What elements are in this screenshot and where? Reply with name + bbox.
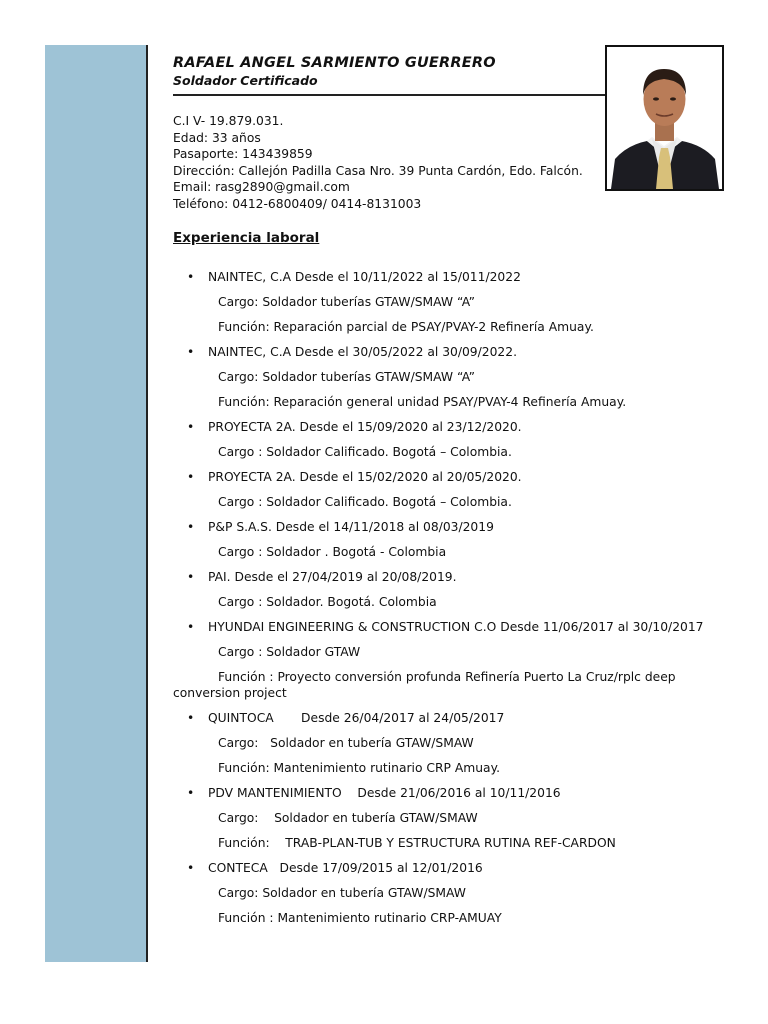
- entry-role: Cargo : Soldador. Bogotá. Colombia: [218, 595, 437, 609]
- bullet-icon: •: [187, 620, 195, 634]
- sidebar-color-band: [45, 45, 148, 962]
- profile-photo: [605, 45, 724, 191]
- personal-info: [173, 113, 583, 212]
- entry-heading: NAINTEC, C.A Desde el 10/11/2022 al 15/011/2022: [208, 270, 521, 284]
- entry-heading: PDV MANTENIMIENTO Desde 21/06/2016 al 10/11/2016: [208, 786, 561, 800]
- address: Dirección: Callejón Padilla Casa Nro. 39 Punta Cardón, Edo. Falcón.: [173, 163, 583, 178]
- experience-entry: [173, 269, 713, 335]
- entry-function: Función: TRAB-PLAN-TUB Y ESTRUCTURA RUTINA REF-CARDON: [218, 836, 616, 850]
- entry-heading: CONTECA Desde 17/09/2015 al 12/01/2016: [208, 861, 483, 875]
- entry-function: Función : Proyecto conversión profunda Refinería Puerto La Cruz/rplc deep conversion project: [173, 670, 676, 700]
- bullet-icon: •: [187, 345, 195, 359]
- entry-heading: QUINTOCA Desde 26/04/2017 al 24/05/2017: [208, 711, 505, 725]
- experience-entry: [173, 860, 713, 926]
- bullet-icon: •: [187, 861, 195, 875]
- passport: Pasaporte: 143439859: [173, 147, 313, 161]
- experience-entry: [173, 619, 713, 701]
- bullet-icon: •: [187, 786, 195, 800]
- entry-heading: PROYECTA 2A. Desde el 15/09/2020 al 23/12/2020.: [208, 420, 522, 434]
- id-number: C.I V- 19.879.031.: [173, 114, 284, 128]
- experience-entry: [173, 419, 713, 460]
- bullet-icon: •: [187, 711, 195, 725]
- profile-photo-portrait: [607, 47, 722, 189]
- experience-section-title: Experiencia laboral: [173, 230, 320, 246]
- bullet-icon: •: [187, 470, 195, 484]
- entry-function: Función: Mantenimiento rutinario CRP Amuay.: [218, 761, 501, 775]
- entry-role: Cargo: Soldador en tubería GTAW/SMAW: [218, 886, 466, 900]
- candidate-title: Soldador Certificado: [173, 73, 318, 88]
- entry-heading: HYUNDAI ENGINEERING & CONSTRUCTION C.O Desde 11/06/2017 al 30/10/2017: [208, 620, 704, 634]
- experience-entry: [173, 710, 713, 776]
- entry-role: Cargo : Soldador Calificado. Bogotá – Colombia.: [218, 445, 512, 459]
- entry-heading: NAINTEC, C.A Desde el 30/05/2022 al 30/09/2022.: [208, 345, 517, 359]
- entry-role: Cargo : Soldador . Bogotá - Colombia: [218, 545, 447, 559]
- experience-entry: [173, 344, 713, 410]
- experience-entry: [173, 569, 713, 610]
- bullet-icon: •: [187, 520, 195, 534]
- entry-role: Cargo : Soldador Calificado. Bogotá – Colombia.: [218, 495, 512, 509]
- experience-entry: [173, 519, 713, 560]
- experience-list: [173, 269, 713, 935]
- email: Email: rasg2890@gmail.com: [173, 180, 350, 194]
- entry-role: Cargo: Soldador tuberías GTAW/SMAW “A”: [218, 370, 475, 384]
- entry-role: Cargo : Soldador GTAW: [218, 645, 361, 659]
- entry-function: Función: Reparación parcial de PSAY/PVAY-2 Refinería Amuay.: [218, 320, 594, 334]
- experience-entry: [173, 785, 713, 851]
- age: Edad: 33 años: [173, 130, 261, 145]
- entry-heading: PAI. Desde el 27/04/2019 al 20/08/2019.: [208, 570, 457, 584]
- entry-role: Cargo: Soldador en tubería GTAW/SMAW: [218, 736, 474, 750]
- entry-function: Función: Reparación general unidad PSAY/PVAY-4 Refinería Amuay.: [218, 395, 627, 409]
- experience-entry: [173, 469, 713, 510]
- entry-function: Función : Mantenimiento rutinario CRP-AMUAY: [218, 911, 502, 925]
- candidate-name: RAFAEL ANGEL SARMIENTO GUERRERO: [173, 55, 496, 71]
- entry-role: Cargo: Soldador tuberías GTAW/SMAW “A”: [218, 295, 475, 309]
- phone: Teléfono: 0412-6800409/ 0414-8131003: [173, 196, 422, 211]
- bullet-icon: •: [187, 420, 195, 434]
- bullet-icon: •: [187, 270, 195, 284]
- bullet-icon: •: [187, 570, 195, 584]
- entry-heading: PROYECTA 2A. Desde el 15/02/2020 al 20/05/2020.: [208, 470, 522, 484]
- entry-heading: P&P S.A.S. Desde el 14/11/2018 al 08/03/2019: [208, 520, 494, 534]
- entry-role: Cargo: Soldador en tubería GTAW/SMAW: [218, 811, 478, 825]
